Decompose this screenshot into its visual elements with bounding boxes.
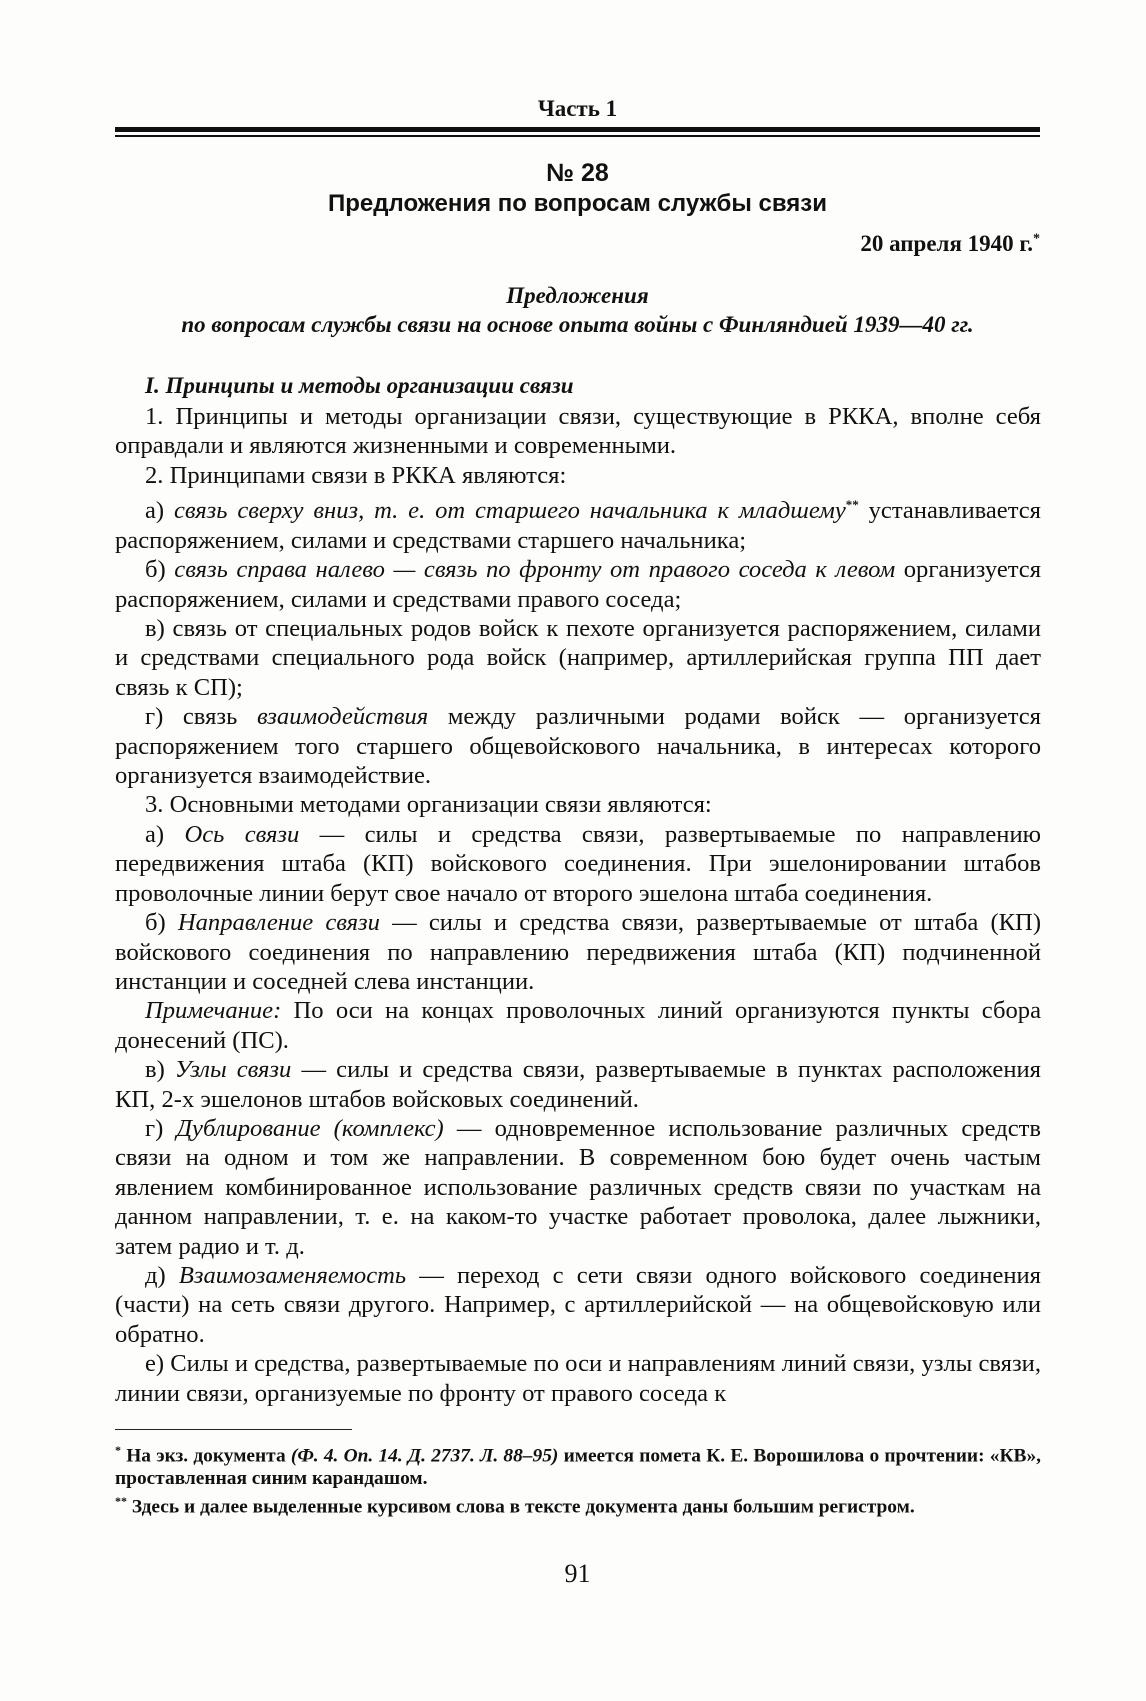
header-rule-thin	[115, 135, 1040, 137]
footnote-separator	[115, 1429, 352, 1430]
paragraph: е) Силы и средства, развертываемые по оси и направлениям линий связи, узлы связи, линии связи, организуемые по фронту от правого соседа к	[115, 1350, 1041, 1407]
header-rule-thick	[115, 127, 1040, 132]
paragraph: г) связь взаимодействия между различными родами войск — организуется распоряжением того старшего общевойскового начальника, в интересах которого организуется взаимодействие.	[115, 703, 1041, 790]
date-footnote-mark: *	[1033, 231, 1040, 247]
paragraph-note: Примечание: По оси на концах проволочных линий организуются пункты сбора донесений (ПС).	[115, 997, 1041, 1054]
section-heading: I. Принципы и методы организации связи	[145, 373, 574, 398]
footnote-1: * На экз. документа (Ф. 4. Оп. 14. Д. 2737. Л. 88–95) имеется помета К. Е. Ворошилова о прочтении: «КВ», проставленная синим карандашом.	[115, 1443, 1041, 1490]
paragraph: в) связь от специальных родов войск к пехоте организуется распоряжением, силами и средствами специального рода войск (например, артиллерийская группа ПП дает связь к СП);	[115, 615, 1041, 701]
paragraph: а) Ось связи — силы и средства связи, развертываемые по направлению передвижения штаба (КП) войскового соединения. При эшелонировании штабов проволочные линии берут свое начало от второго эшелона штаба соединения.	[115, 820, 1041, 907]
date-text: 20 апреля 1940 г.	[860, 231, 1033, 256]
paragraph: а) связь сверху вниз, т. е. от старшего начальника к младшему** устанавливается распоряжением, силами и средствами старшего начальника;	[115, 497, 1041, 554]
paragraph: д) Взаимозаменяемость — переход с сети связи одного войскового соединения (части) на сеть связи другого. Например, с артиллерийской — на общевойсковую или обратно.	[115, 1261, 1041, 1348]
paragraph: 3. Основными методами организации связи являются:	[145, 791, 712, 819]
running-header: Часть 1	[537, 96, 618, 121]
footnotes	[115, 1439, 1041, 1519]
paragraph: 1. Принципы и методы организации связи, существующие в РККА, вполне себя оправдали и являются жизненными и современными.	[115, 403, 1041, 460]
body-text	[115, 402, 1041, 1408]
subtitle-line-1: Предложения	[506, 283, 649, 308]
paragraph: 2. Принципами связи в РККА являются:	[145, 461, 567, 489]
footnote-mark: **	[845, 497, 859, 513]
page-number: 91	[564, 1559, 591, 1588]
paragraph: г) Дублирование (комплекс) — одновременное использование различных средств связи на одном и том же направлении. В современном бою будет очень частым явлением комбинированное использование различных средств связи по участкам на данном направлении, т. е. на каком-то участке работает проволока, далее лыжники, затем радио и т. д.	[115, 1114, 1041, 1260]
subtitle-line-2: по вопросам службы связи на основе опыта войны с Финляндией 1939—40 гг.	[181, 312, 974, 337]
paragraph: б) Направление связи — силы и средства связи, развертываемые от штаба (КП) войскового соединения по направлению передвижения штаба (КП) подчиненной инстанции и соседней слева инстанции.	[115, 909, 1042, 995]
document-date	[860, 231, 1040, 257]
document-number: № 28	[546, 159, 609, 187]
document-title: Предложения по вопросам службы связи	[328, 190, 827, 217]
footnote-2: ** Здесь и далее выделенные курсивом слова в тексте документа даны большим регистром.	[115, 1494, 915, 1518]
paragraph: б) связь справа налево — связь по фронту от правого соседа к левом организуется распоряжением, силами и средствами правого соседа;	[115, 556, 1042, 613]
paragraph: в) Узлы связи — силы и средства связи, развертываемые в пунктах расположения КП, 2-х эшелонов штабов войсковых соединений.	[115, 1056, 1041, 1113]
